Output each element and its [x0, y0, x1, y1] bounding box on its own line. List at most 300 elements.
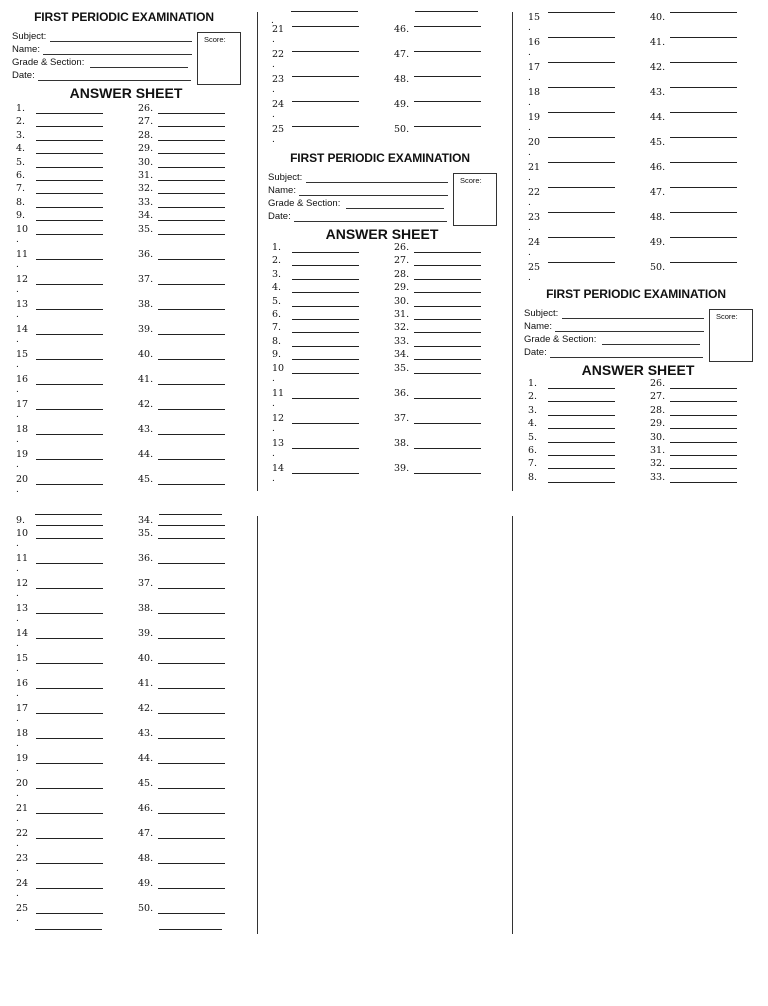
answer-item-43 [138, 424, 248, 438]
question-number: 37. [138, 578, 154, 589]
question-number: 5. [528, 431, 538, 443]
answer-item-33 [394, 336, 504, 350]
question-number-dot: . [16, 814, 19, 824]
answer-item-15 [528, 12, 638, 33]
answer-item-6 [528, 445, 638, 459]
score-box[interactable] [453, 173, 497, 226]
answer-line[interactable] [548, 468, 615, 469]
answer-item-28 [138, 130, 248, 144]
answer-item-4 [272, 282, 382, 296]
answer-line[interactable] [36, 234, 103, 235]
answer-line[interactable] [36, 538, 103, 539]
subject-field-line[interactable] [50, 41, 192, 42]
answer-line[interactable] [158, 234, 225, 235]
question-number: 41. [138, 678, 154, 689]
answer-line[interactable] [292, 332, 359, 333]
question-number: 11 [16, 248, 29, 260]
answer-line[interactable] [158, 863, 225, 864]
exam-header [12, 10, 244, 102]
answer-item-2 [528, 391, 638, 405]
question-number: 5. [272, 295, 282, 307]
answer-line[interactable] [292, 101, 359, 102]
answer-item-34 [138, 515, 248, 529]
answer-line[interactable] [414, 51, 481, 52]
answer-line[interactable] [670, 415, 737, 416]
question-number: 47. [650, 187, 666, 198]
answer-line[interactable] [548, 162, 615, 163]
question-number: 39. [138, 628, 154, 639]
question-number-dot: . [16, 539, 19, 549]
answer-item-19 [16, 448, 126, 470]
answer-item-49 [394, 99, 504, 113]
answer-line[interactable] [36, 913, 103, 914]
answer-item-11 [16, 553, 126, 574]
answer-line[interactable] [36, 284, 103, 285]
answer-line[interactable] [158, 309, 225, 310]
answer-line[interactable] [158, 126, 225, 127]
question-number: 27. [394, 255, 410, 267]
question-number: 17 [16, 398, 29, 410]
question-number: 22 [528, 187, 541, 198]
question-number: 2. [16, 116, 26, 128]
answer-item-6 [16, 170, 126, 184]
answer-line[interactable] [36, 888, 103, 889]
score-label: Score: [204, 35, 226, 44]
answer-line[interactable] [292, 76, 359, 77]
answer-line[interactable] [36, 409, 103, 410]
question-number-dot: . [16, 309, 19, 320]
answer-item-5 [528, 432, 638, 446]
question-number: 19 [16, 753, 29, 764]
question-number: 12 [272, 412, 285, 424]
answer-item-21 [528, 162, 638, 183]
question-number-dot: . [16, 614, 19, 624]
answer-line[interactable] [36, 140, 103, 141]
answer-line[interactable] [36, 434, 103, 435]
question-number-dot: . [528, 48, 531, 58]
answer-line[interactable] [670, 428, 737, 429]
question-number: 24 [528, 237, 541, 248]
question-number: 34. [394, 349, 410, 361]
question-number-dot: . [16, 409, 19, 420]
column-divider [257, 12, 258, 491]
answer-item-37 [138, 578, 248, 592]
answer-item-19 [16, 753, 126, 774]
question-number-dot: . [528, 248, 531, 258]
answer-line[interactable] [548, 442, 615, 443]
answer-line[interactable] [158, 409, 225, 410]
question-number-dot: . [16, 889, 19, 899]
answer-line[interactable] [36, 153, 103, 154]
answer-item-25 [272, 124, 382, 145]
question-number-dot: . [528, 273, 531, 283]
answer-line[interactable] [670, 237, 737, 238]
answer-item-5 [272, 296, 382, 310]
answer-line[interactable] [36, 334, 103, 335]
answer-line[interactable] [292, 292, 359, 293]
answer-line[interactable] [36, 713, 103, 714]
answer-item-29 [394, 282, 504, 296]
answer-item-5 [16, 157, 126, 171]
answer-line[interactable] [414, 319, 481, 320]
name-field-line[interactable] [299, 195, 448, 196]
answer-item-34 [138, 210, 248, 224]
answer-line[interactable] [35, 929, 102, 930]
question-number: 23 [528, 212, 541, 223]
grade-section-field-line[interactable] [346, 208, 444, 209]
answer-line[interactable] [292, 423, 359, 424]
answer-line[interactable] [36, 838, 103, 839]
answer-line[interactable] [670, 388, 737, 389]
answer-line[interactable] [670, 262, 737, 263]
question-number: 24 [272, 99, 285, 110]
answer-line[interactable] [414, 76, 481, 77]
question-number: 28. [394, 268, 410, 280]
answer-line[interactable] [36, 259, 103, 260]
answer-line[interactable] [36, 525, 103, 526]
question-number: 44. [650, 112, 666, 123]
answer-line[interactable] [548, 62, 615, 63]
answer-line[interactable] [36, 813, 103, 814]
answer-line[interactable] [158, 359, 225, 360]
answer-line[interactable] [415, 11, 478, 12]
answer-line[interactable] [292, 359, 359, 360]
answer-line[interactable] [36, 309, 103, 310]
answer-line[interactable] [36, 180, 103, 181]
question-number-dot: . [528, 123, 531, 133]
answer-line[interactable] [158, 538, 225, 539]
answer-line[interactable] [158, 259, 225, 260]
question-number: 48. [650, 212, 666, 223]
answer-line[interactable] [36, 359, 103, 360]
question-number: 41. [650, 37, 666, 48]
answer-line[interactable] [158, 688, 225, 689]
answer-line[interactable] [158, 334, 225, 335]
answer-item-41 [138, 374, 248, 388]
answer-line[interactable] [292, 26, 359, 27]
answer-line[interactable] [670, 187, 737, 188]
answer-line[interactable] [670, 112, 737, 113]
question-number-dot: . [528, 148, 531, 158]
answer-line[interactable] [36, 588, 103, 589]
answer-line[interactable] [292, 319, 359, 320]
answer-line[interactable] [36, 788, 103, 789]
answer-line[interactable] [36, 126, 103, 127]
question-number: 16 [528, 37, 541, 48]
question-number-dot: . [272, 448, 275, 459]
question-number: 19 [528, 112, 541, 123]
answer-item-39 [138, 324, 248, 338]
answer-line[interactable] [36, 193, 103, 194]
answer-item-2 [16, 116, 126, 130]
answer-line[interactable] [36, 207, 103, 208]
answer-line[interactable] [548, 262, 615, 263]
answer-line[interactable] [414, 252, 481, 253]
question-number: 40. [650, 12, 666, 23]
question-number: 4. [272, 282, 282, 294]
answer-item-42 [650, 62, 760, 76]
answer-line[interactable] [670, 468, 737, 469]
answer-line[interactable] [158, 180, 225, 181]
answer-line[interactable] [292, 306, 359, 307]
question-number: 27. [138, 116, 154, 128]
question-number: 7. [528, 458, 538, 470]
answer-line[interactable] [158, 788, 225, 789]
answer-line[interactable] [292, 346, 359, 347]
answer-line[interactable] [158, 220, 225, 221]
answer-item-13 [272, 437, 382, 459]
answer-line[interactable] [158, 913, 225, 914]
question-number: 39. [138, 323, 154, 335]
question-number: 19 [16, 448, 29, 460]
answer-sheet-top-middle [268, 6, 503, 495]
question-number: 9. [16, 210, 26, 222]
answer-line[interactable] [414, 265, 481, 266]
answer-line[interactable] [158, 588, 225, 589]
answer-line[interactable] [548, 415, 615, 416]
date-field-line[interactable] [38, 80, 191, 81]
answer-line[interactable] [158, 167, 225, 168]
question-number-dot: . [16, 839, 19, 849]
answer-line[interactable] [414, 423, 481, 424]
answer-item-30 [650, 432, 760, 446]
answer-item-29 [650, 418, 760, 432]
answer-item-32 [650, 458, 760, 472]
answer-line[interactable] [158, 140, 225, 141]
date-field-line[interactable] [550, 357, 703, 358]
question-number: 10 [16, 528, 29, 539]
name-field-line[interactable] [555, 331, 704, 332]
answer-line[interactable] [414, 359, 481, 360]
question-number-dot: . [272, 85, 275, 95]
answer-line[interactable] [548, 137, 615, 138]
answer-line[interactable] [292, 126, 359, 127]
answer-line[interactable] [158, 459, 225, 460]
date-field-line[interactable] [294, 221, 447, 222]
answer-line[interactable] [36, 220, 103, 221]
answer-line[interactable] [158, 525, 225, 526]
answer-item-1 [528, 378, 638, 392]
answer-line[interactable] [36, 613, 103, 614]
answer-item-7 [272, 322, 382, 336]
answer-line[interactable] [158, 384, 225, 385]
grade-section-field-line[interactable] [90, 67, 188, 68]
answer-line[interactable] [548, 388, 615, 389]
subject-field-line[interactable] [306, 182, 448, 183]
answer-line[interactable] [291, 11, 358, 12]
answer-line[interactable] [158, 113, 225, 114]
answer-line[interactable] [548, 401, 615, 402]
answer-line[interactable] [36, 638, 103, 639]
question-number: 13 [16, 603, 29, 614]
answer-line[interactable] [548, 455, 615, 456]
answer-line[interactable] [670, 12, 737, 13]
answer-item-18 [16, 728, 126, 749]
question-number: 25 [272, 124, 285, 135]
question-number: 38. [394, 437, 410, 449]
score-box[interactable] [709, 309, 753, 362]
answer-line[interactable] [414, 126, 481, 127]
answer-line[interactable] [292, 252, 359, 253]
question-number: 12 [16, 578, 29, 589]
answer-line[interactable] [292, 51, 359, 52]
answer-line[interactable] [158, 838, 225, 839]
date-label: Date: [268, 211, 291, 222]
answer-line[interactable] [414, 473, 481, 474]
subject-field-line[interactable] [562, 318, 704, 319]
answer-line[interactable] [292, 398, 359, 399]
answer-item-20 [16, 778, 126, 799]
answer-line[interactable] [414, 101, 481, 102]
answer-line[interactable] [36, 484, 103, 485]
question-number-dot: . [16, 914, 19, 924]
answer-line[interactable] [670, 87, 737, 88]
answer-line[interactable] [548, 12, 615, 13]
answer-line[interactable] [36, 738, 103, 739]
answer-line[interactable] [158, 434, 225, 435]
answer-line[interactable] [36, 459, 103, 460]
question-number: 46. [138, 803, 154, 814]
answer-line[interactable] [158, 763, 225, 764]
answer-item-47 [650, 187, 760, 201]
answer-item-27 [138, 116, 248, 130]
answer-line[interactable] [159, 929, 222, 930]
answer-item-1 [16, 103, 126, 117]
subject-label: Subject: [12, 31, 47, 42]
answer-line[interactable] [548, 87, 615, 88]
question-number: 22 [272, 49, 285, 60]
answer-line[interactable] [670, 482, 737, 483]
answer-line[interactable] [670, 37, 737, 38]
answer-line[interactable] [36, 113, 103, 114]
question-number: 21 [528, 162, 541, 173]
exam-title: FIRST PERIODIC EXAMINATION [34, 10, 214, 24]
answer-line[interactable] [670, 62, 737, 63]
question-number-dot: . [272, 60, 275, 70]
answer-line[interactable] [158, 563, 225, 564]
question-number: 4. [16, 143, 26, 155]
question-number: 15 [16, 348, 29, 360]
answer-line[interactable] [158, 484, 225, 485]
answer-line[interactable] [158, 193, 225, 194]
name-field-line[interactable] [43, 54, 192, 55]
answer-line[interactable] [292, 373, 359, 374]
answer-line[interactable] [36, 863, 103, 864]
answer-line[interactable] [670, 442, 737, 443]
answer-line[interactable] [414, 346, 481, 347]
answer-item-45 [650, 137, 760, 151]
answer-sheet-title: ANSWER SHEET [581, 362, 695, 378]
answer-item-48 [394, 74, 504, 88]
answer-sheet-top-right [524, 6, 759, 495]
answer-line[interactable] [548, 428, 615, 429]
answer-line[interactable] [292, 279, 359, 280]
answer-line[interactable] [36, 688, 103, 689]
subject-label: Subject: [268, 172, 303, 183]
answer-item-18 [16, 423, 126, 445]
answer-line[interactable] [414, 26, 481, 27]
answer-sheet-title: ANSWER SHEET [325, 226, 439, 242]
answer-item-22 [16, 828, 126, 849]
question-number: 3. [16, 129, 26, 141]
answer-line[interactable] [158, 738, 225, 739]
date-label: Date: [524, 347, 547, 358]
answer-line[interactable] [670, 455, 737, 456]
answer-line[interactable] [548, 187, 615, 188]
answer-item-24 [528, 237, 638, 258]
answer-line[interactable] [158, 638, 225, 639]
question-number: 14 [16, 323, 29, 335]
answer-item-31 [138, 170, 248, 184]
answer-item-33 [650, 472, 760, 486]
question-number-dot: . [272, 398, 275, 409]
answer-line[interactable] [158, 713, 225, 714]
answer-line[interactable] [158, 663, 225, 664]
answer-line[interactable] [548, 212, 615, 213]
question-number-dot: . [16, 459, 19, 470]
answer-line[interactable] [158, 613, 225, 614]
exam-title: FIRST PERIODIC EXAMINATION [546, 287, 726, 301]
question-number-dot: . [16, 484, 19, 495]
answer-item-21 [272, 24, 382, 45]
question-number: 20 [16, 473, 29, 485]
grade-section-label: Grade & Section: [524, 334, 597, 345]
answer-line[interactable] [670, 137, 737, 138]
score-box[interactable] [197, 32, 241, 85]
answer-line[interactable] [158, 888, 225, 889]
question-number: 3. [272, 268, 282, 280]
answer-line[interactable] [548, 37, 615, 38]
answer-line[interactable] [670, 401, 737, 402]
question-number: 41. [138, 373, 154, 385]
answer-line[interactable] [670, 162, 737, 163]
answer-line[interactable] [158, 207, 225, 208]
answer-line[interactable] [292, 265, 359, 266]
answer-line[interactable] [414, 332, 481, 333]
answer-line[interactable] [158, 813, 225, 814]
answer-line[interactable] [414, 306, 481, 307]
answer-line[interactable] [548, 482, 615, 483]
answer-line[interactable] [36, 384, 103, 385]
question-number-dot: . [16, 789, 19, 799]
answer-item-12 [272, 412, 382, 434]
answer-line[interactable] [36, 763, 103, 764]
question-number: 40. [138, 653, 154, 664]
answer-line[interactable] [414, 448, 481, 449]
answer-line[interactable] [414, 292, 481, 293]
answer-line[interactable] [36, 167, 103, 168]
answer-line[interactable] [414, 279, 481, 280]
answer-line[interactable] [158, 153, 225, 154]
answer-item-14 [16, 323, 126, 345]
answer-line[interactable] [36, 663, 103, 664]
answer-line[interactable] [414, 373, 481, 374]
answer-line[interactable] [158, 284, 225, 285]
question-number: 25 [16, 903, 29, 914]
question-number: 7. [16, 183, 26, 195]
question-number: 8. [272, 335, 282, 347]
answer-line[interactable] [36, 563, 103, 564]
question-number: 40. [138, 348, 154, 360]
answer-line[interactable] [292, 473, 359, 474]
answer-line[interactable] [414, 398, 481, 399]
answer-line[interactable] [548, 112, 615, 113]
answer-line[interactable] [292, 448, 359, 449]
answer-line[interactable] [670, 212, 737, 213]
question-number-dot: . [272, 373, 275, 384]
answer-line[interactable] [548, 237, 615, 238]
grade-section-field-line[interactable] [602, 344, 700, 345]
